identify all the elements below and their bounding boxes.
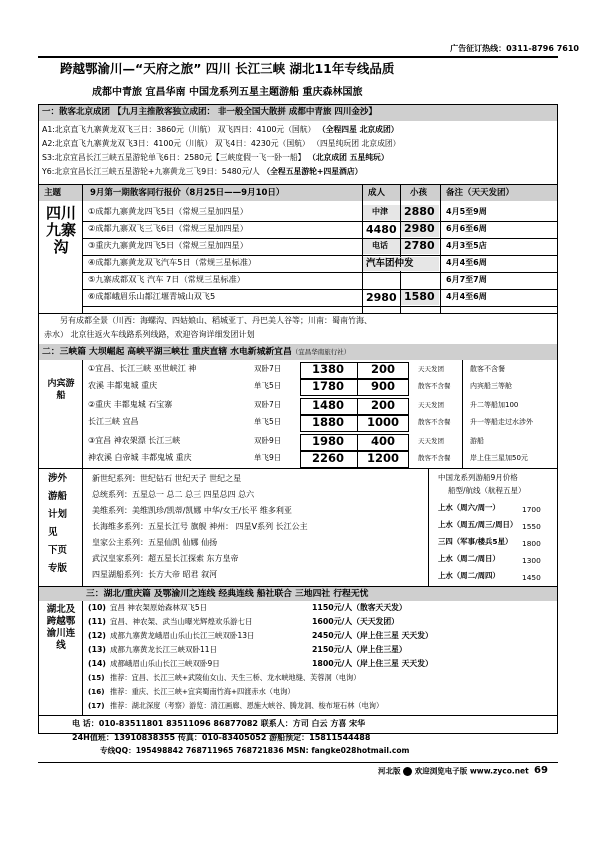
table1-extra1: 另有成都全景（川西：海螺沟、四姑娘山、稻城亚丁、丹巴美人谷等；川南：蜀南竹海、 [60, 316, 372, 325]
section4-item-text: 成都峨眉山乐山长江三峡双卧9日 [110, 659, 220, 668]
section4-item-no: (12) [88, 631, 106, 640]
section4-item-price: 1600元/人（天天发团） [312, 617, 399, 626]
table1-row-rule [83, 289, 557, 290]
table1-row-adult: 2980 [366, 291, 397, 304]
footer-logo-icon [403, 767, 412, 776]
table1-row-adult: 中津 [372, 207, 388, 216]
table1-row-remark: 6月7至7周 [446, 275, 487, 284]
table1-divider [82, 185, 83, 313]
section3-right-price: 1300 [522, 556, 541, 565]
table1-row-text: ③重庆九寨黄龙四飞5日（常规三星加四星） [88, 240, 248, 250]
section3-line: 武汉皇家系列：超五星长江探索 东方皇帝 [92, 554, 239, 563]
table1-row-text: ⑤九寨成都双飞 汽车 7日（常规三星标准） [88, 274, 245, 284]
section1-line-a2: A2:北京直飞九寨黄龙双飞3日：4100元（川航） 双飞4日：4230元（国航） （四星纯玩团 北京成团） [42, 139, 401, 148]
table1-row-remark: 4月5至9周 [446, 207, 487, 216]
section3-line: 皇家公主系列：五星仙凯 仙娜 仙扬 [92, 538, 218, 547]
section2-route-line2: 农溪 丰都鬼城 重庆 [88, 381, 158, 390]
section2-price: 1980 [311, 434, 344, 448]
table1-tag: 汽车团仲发 [366, 258, 414, 269]
section2-title: 二：三峡篇 大坝崛起 高峡平湖三峡壮 重庆直辖 水电新城新宜昌（宜昌华南旅行社） [42, 347, 351, 357]
section2-bottom-rule [38, 468, 558, 469]
section2-remark: 游船 [470, 437, 484, 445]
table1-row-child: 2780 [404, 239, 435, 252]
section2-type1: 双卧7日 [254, 400, 282, 409]
section1-line-s3: S3:北京宜昌长江三峡五星游轮单飞6日：2580元【三峡度假一飞一卧一船】 （北京成团 五星纯玩） [42, 153, 389, 162]
table1-header-desc: 9月第一期散客同行报价（8月25日——9月10日） [90, 188, 285, 198]
footer-page: 69 [534, 765, 548, 776]
section4-item-no: (10) [88, 603, 106, 612]
table1-row-rule [83, 221, 557, 222]
footer-rule [38, 762, 558, 763]
section1-line-y6: Y6:北京宜昌长江三峡五星游轮+九寨黄龙三飞9日：5480元/人 （全程五星游轮+四星酒店） [42, 167, 363, 176]
section3-left-label: 见 [48, 527, 58, 538]
table1-header-theme: 主题 [44, 188, 62, 198]
contact-line3: 专线QQ：195498842 768711965 768721836 MSN: fangke028hotmail.com [100, 746, 410, 755]
section4-item-text: 推荐：宜昌、长江三峡+武陵仙女山、天生三桥、龙水峡地缝、芙蓉洞（电询） [110, 673, 361, 682]
section2-note: 散客不含餐 [418, 382, 451, 390]
section3-right-label: 上水（周二/周四） [438, 571, 500, 580]
section4-item-text: 推荐：湖北深度（考察）游览：清江画廊、恩施大峡谷、腾龙洞、梭布垭石林（电询） [110, 701, 384, 710]
table1-row-text: ②成都九寨双飞三飞6日（常规三星加四星） [88, 223, 248, 233]
section3-right-price: 1700 [522, 505, 541, 514]
section2-remark: 内宾船三等舱 [470, 382, 512, 390]
section4-item-text: 宜昌、神农架、武当山曝光辉煌欢乐游七日 [110, 617, 253, 626]
section4-item-text: 成都九寨黄龙峨眉山乐山长江三峡双卧13日 [110, 631, 255, 640]
section4-divider [82, 601, 83, 715]
section2-price: 200 [370, 398, 395, 412]
section4-item-no: (15) [88, 673, 105, 682]
section3-right-price: 1800 [522, 539, 541, 548]
section4-item-text: 宜昌 神农架原始森林双飞5日 [110, 603, 208, 612]
subheadline: 成都中青旅 宜昌华南 中国龙系列五星主题游船 重庆森林国旅 [92, 87, 363, 98]
table1-row-remark: 6月6至6周 [446, 224, 487, 233]
section1-title: 一：散客北京成团 【九月主推散客独立成团： 非一般全国大散拼 成都中青旅 四川金沙】 [42, 107, 377, 117]
section1-line-a1: A1:北京直飞九寨黄龙双飞三日：3860元（川航） 双飞四日：4100元（国航） （全程四星 北京成团） [42, 125, 399, 134]
section2-divider [462, 360, 463, 468]
section3-right-label: 上水（周六/周一） [438, 503, 500, 512]
section4-item-no: (17) [88, 701, 105, 710]
section2-side-label: 内宾游船 [47, 379, 75, 401]
section2-price: 2260 [311, 451, 344, 465]
table1-header-child: 小孩 [410, 188, 428, 198]
table1-row-adult: 电话 [372, 241, 388, 250]
hotline: 广告征订热线：0311-8796 7610 [450, 44, 579, 53]
section4-item-no: (11) [88, 617, 106, 626]
section2-price: 1780 [311, 379, 344, 393]
section2-route-line1: ③宜昌 神农架漂 长江三峡 [88, 436, 181, 445]
section3-left-label: 游船 [48, 491, 68, 502]
table1-extra2: 赤水） 北京往返火车线路系列线路，欢迎咨询详细发团计划 [44, 330, 255, 339]
section4-bottom-rule [38, 715, 558, 716]
section3-right-label: 三四（军事/楼兵5星） [438, 537, 513, 546]
table1-header-adult: 成人 [368, 188, 386, 198]
section2-type2: 单飞5日 [254, 381, 282, 390]
section2-remark: 散客不含餐 [470, 365, 505, 373]
table1-row-text: ①成都九寨黄龙四飞5日（常规三星加四星） [88, 206, 248, 216]
table1-row-remark: 4月4至6周 [446, 258, 487, 267]
section3-line: 美维系列：美维凯珍/凯蒂/凯娜 中华/女王/长平 维多利亚 [92, 506, 292, 515]
section4-title: 三：湖北/重庆篇 及鄂渝川之连线 经典连线 船社联合 三地四社 行程无忧 [86, 589, 369, 599]
table1-top-rule [38, 184, 558, 185]
section3-right-title: 中国龙系列游船9月价格 [438, 473, 518, 482]
section3-line: 长海维多系列：五星长江号 旗舰 神州： 四星V系列 长江公主 [92, 522, 308, 531]
section2-price: 1880 [311, 415, 344, 429]
section2-note: 散客不含餐 [418, 418, 451, 426]
section3-line: 总统系列：五星总一 总二 总三 四星总四 总六 [92, 490, 255, 499]
section3-divider [428, 468, 429, 586]
section4-item-no: (13) [88, 645, 106, 654]
table1-row-rule [83, 272, 557, 273]
section2-route-line2: 长江三峡 宜昌 [88, 417, 139, 426]
table1-row-rule [83, 255, 557, 256]
section2-price: 1000 [366, 415, 399, 429]
section2-type2: 单飞9日 [254, 453, 282, 462]
section4-item-price: 2450元/人（岸上住三星 天天发） [312, 631, 433, 640]
table1-row-text: ⑥成都峨眉乐山都江堰青城山双飞5 [88, 291, 216, 301]
section2-price: 1200 [366, 451, 399, 465]
section4-side-label: 湖北及跨越鄂渝川连线 [46, 604, 76, 651]
contact-line2: 24H值班：13910838355 传真：010-83405052 游船预定：15811544488 [72, 733, 371, 742]
section2-price: 900 [370, 379, 395, 393]
section2-type1: 双卧9日 [254, 436, 282, 445]
section3-left-label: 下页 [48, 545, 68, 556]
section3-line: 新世纪系列：世纪钻石 世纪天子 世纪之星 [92, 474, 242, 483]
section4-item-no: (14) [88, 659, 106, 668]
headline: 跨越鄂渝川—“天府之旅” 四川 长江三峡 湖北11年专线品质 [60, 61, 395, 76]
section2-note: 天天发团 [418, 437, 444, 445]
section2-note: 天天发团 [418, 401, 444, 409]
section2-price: 200 [370, 362, 395, 376]
section3-line: 四星湖船系列：长方大帝 昭君 叙河 [92, 570, 218, 579]
section2-divider [82, 360, 83, 468]
footer-text: 河北版 欢迎浏览电子版 www.zyco.net [378, 766, 529, 776]
table1-row-text: ④成都九寨黄龙双飞汽车5日（常规三星标准） [88, 257, 257, 267]
section3-left-label: 计划 [48, 509, 68, 520]
section4-item-price: 1150元/人（散客天天发） [312, 603, 407, 612]
section2-note: 散客不含餐 [418, 454, 451, 462]
section2-price: 1480 [311, 398, 344, 412]
section2-type1: 双卧7日 [254, 364, 282, 373]
section4-item-text: 推荐：重庆、长江三峡+宜宾蜀南竹海+四渡赤水（电询） [110, 687, 295, 696]
section2-remark: 岸上住三星加50元 [470, 454, 528, 462]
table1-row-rule [83, 306, 557, 307]
section2-price: 400 [370, 434, 395, 448]
table1-row-child: 2980 [404, 222, 435, 235]
section2-remark: 升二等船加100 [470, 401, 519, 409]
section3-right-label: 上水（周五/周三/周日） [438, 520, 518, 529]
section2-route-line1: ②重庆 丰都鬼城 石宝寨 [88, 400, 173, 409]
section4-item-price: 1800元/人（岸上住三星 天天发） [312, 659, 433, 668]
section4-item-price: 2150元/人（岸上住三星） [312, 645, 407, 654]
table1-side-label: 四川九寨沟 [45, 204, 76, 256]
section2-note: 天天发团 [418, 365, 444, 373]
section4-item-text: 成都九寨黄龙长江三峡双卧11日 [110, 645, 218, 654]
table1-row-adult: 4480 [366, 223, 397, 236]
table1-row-child: 1580 [404, 290, 435, 303]
section2-type2: 单飞5日 [254, 417, 282, 426]
table1-row-remark: 4月3至5店 [446, 241, 487, 250]
section4-item-no: (16) [88, 687, 105, 696]
section3-left-label: 涉外 [48, 473, 68, 484]
contact-line1: 电 话：010-83511801 83511096 86877082 联系人：方司 白云 方喜 宋华 [72, 719, 366, 728]
table1-bottom-rule [38, 313, 558, 314]
section3-left-label: 专版 [48, 563, 68, 574]
section3-right-price: 1450 [522, 573, 541, 582]
table1-row-remark: 4月4至6周 [446, 292, 487, 301]
table1-row-child: 2880 [404, 205, 435, 218]
section2-route-line2: 神农溪 白帝城 丰都鬼城 重庆 [88, 453, 192, 462]
section3-right-price: 1550 [522, 522, 541, 531]
section2-remark: 升一等船走过水涉外 [470, 418, 533, 426]
section3-divider [82, 468, 83, 586]
header-rule [38, 56, 558, 58]
section2-route-line1: ①宜昌、长江三峡 巫世峡江 神 [88, 364, 197, 373]
table1-row-rule [83, 238, 557, 239]
table1-header-remark: 备注（天天发团） [446, 188, 515, 198]
section3-right-sub: 船型/航线（航程五星） [448, 486, 526, 495]
section3-right-label: 上水（周二/周日） [438, 554, 500, 563]
table1-divider [440, 185, 441, 313]
section2-price: 1380 [311, 362, 344, 376]
